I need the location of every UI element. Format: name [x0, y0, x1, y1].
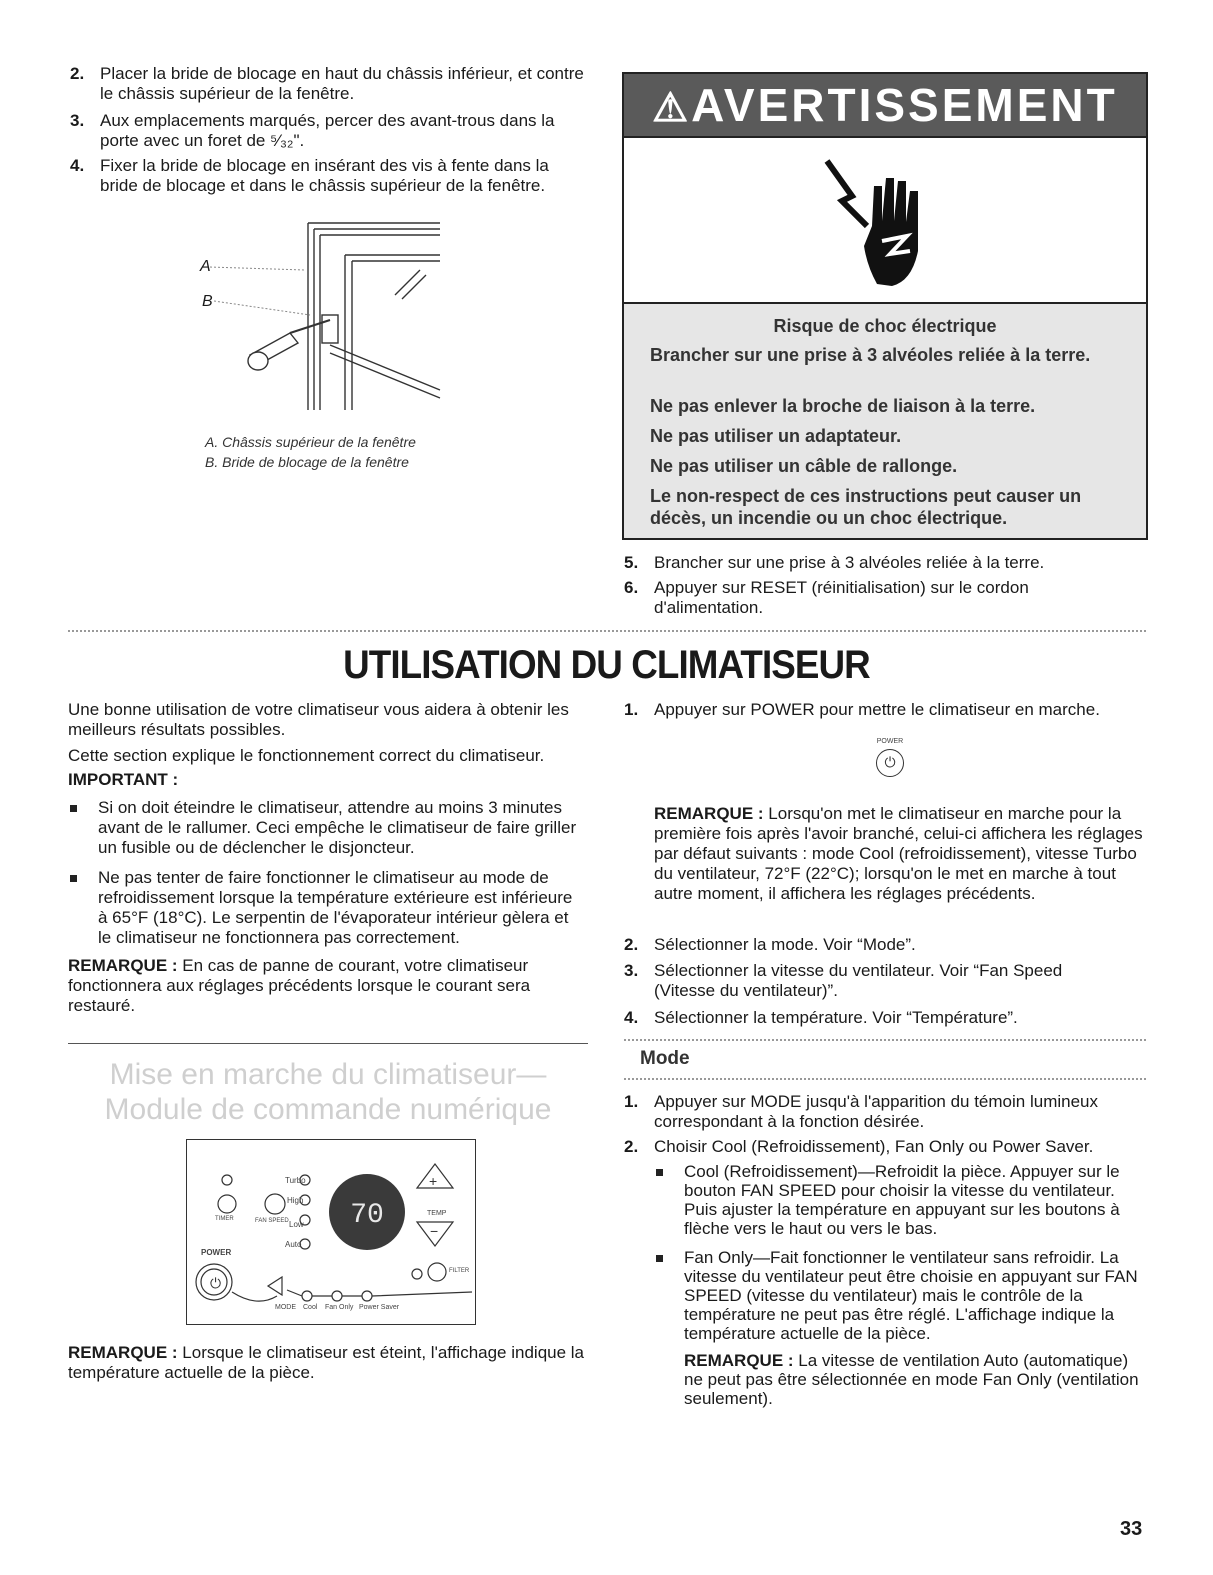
power-button-icon: ⏻	[876, 749, 904, 777]
warning-body	[624, 304, 1146, 538]
electric-shock-icon	[812, 156, 952, 296]
plus-icon: +	[429, 1173, 438, 1189]
important-bullet-2: Ne pas tenter de faire fonctionner le climatiseur au mode de refroidissement lorsque la température extérieure est inférieure à 65°F (18°C). Le serpentin de l'évaporateur intérieur gèlera et le climatiseur ne fonctionnera pas correctement.	[68, 868, 588, 948]
step-3: 3. Aux emplacements marqués, percer des avant-trous dans la porte avec un foret de ⁵⁄₃₂".	[70, 111, 555, 150]
fan-only-label: Fan Only	[325, 1304, 354, 1311]
power-button-label: POWER	[876, 738, 904, 745]
use-step-1: 1. Appuyer sur POWER pour mettre le climatiseur en marche.	[624, 700, 1100, 719]
important-heading: IMPORTANT :	[68, 770, 179, 789]
intro-paragraph-2: Cette section explique le fonctionnement correct du climatiseur.	[68, 746, 545, 765]
cool-label: Cool	[303, 1304, 318, 1311]
use-step-4: 4. Sélectionner la température. Voir “Température”.	[624, 1008, 1018, 1027]
bullet-icon	[656, 1255, 663, 1262]
step-6: 6. Appuyer sur RESET (réinitialisation) sur le cordon d'alimentation.	[624, 578, 1029, 617]
warning-line-2: Ne pas enlever la broche de liaison à la terre.	[650, 396, 1036, 416]
bullet-icon	[70, 875, 77, 882]
section-title: UTILISATION DU CLIMATISEUR	[343, 643, 870, 687]
temp-label: TEMP	[427, 1210, 447, 1217]
minus-icon: −	[430, 1223, 439, 1239]
use-step-2: 2. Sélectionner la mode. Voir “Mode”.	[624, 935, 916, 954]
fan-speed-label: FAN SPEED	[255, 1218, 289, 1224]
warning-line-3: Ne pas utiliser un adaptateur.	[650, 426, 902, 446]
auto-label: Auto	[285, 1240, 302, 1249]
warning-box	[622, 72, 1148, 540]
mode-step-1: 1. Appuyer sur MODE jusqu'à l'apparition du témoin lumineux correspondant à la fonction désirée.	[624, 1092, 1098, 1131]
turbo-label: Turbo	[285, 1176, 306, 1185]
important-bullet-1: Si on doit éteindre le climatiseur, attendre au moins 3 minutes avant de le rallumer. Ceci empêche le climatiseur de faire griller un fusible ou de déclencher le disjoncteur.	[68, 798, 588, 858]
mode-divider-top	[624, 1039, 1146, 1041]
mode-step-2: 2. Choisir Cool (Refroidissement), Fan Only ou Power Saver.	[624, 1137, 1094, 1156]
section-divider	[68, 630, 1146, 632]
window-illustration	[190, 215, 470, 415]
intro-paragraph-1: Une bonne utilisation de votre climatiseur vous aidera à obtenir les meilleurs résultats possibles.	[68, 700, 569, 739]
panel-display: 70	[350, 1200, 384, 1231]
panel-title-2: Module de commande numérique	[104, 1093, 552, 1126]
mode-bullet-fan-only: Fan Only—Fait fonctionner le ventilateur sans refroidir. La vitesse du ventilateur peut être choisie en appuyant sur FAN SPEED (vitesse du ventilateur) mais le contrôle de la température ne peut pas être réglé. L'affichage indique la température actuelle de la pièce.	[654, 1248, 1146, 1343]
panel-divider	[68, 1043, 588, 1044]
mode-bullets	[654, 1162, 1146, 1408]
warning-line-5: Le non-respect de ces instructions peut causer un décès, un incendie ou un choc électrique.	[650, 486, 1082, 528]
window-figure	[190, 215, 470, 415]
step-5: 5. Brancher sur une prise à 3 alvéoles reliée à la terre.	[624, 553, 1045, 572]
low-label: Low	[289, 1220, 304, 1229]
mode-label: MODE	[275, 1304, 296, 1311]
power-failure-remark: REMARQUE : En cas de panne de courant, votre climatiseur fonctionnera aux réglages précédents lorsque le courant sera restauré.	[68, 956, 531, 1015]
label-b: B	[202, 293, 213, 310]
mode-heading: Mode	[640, 1048, 690, 1069]
left-column	[68, 700, 588, 1016]
power-symbol-icon: ⏻	[210, 1276, 222, 1292]
warning-line-4: Ne pas utiliser un câble de rallonge.	[650, 456, 958, 476]
bullet-icon	[70, 805, 77, 812]
high-label: High	[287, 1196, 304, 1205]
display-remark: REMARQUE : Lorsque le climatiseur est éteint, l'affichage indique la température actuelle de la pièce.	[68, 1343, 585, 1382]
warning-header: ⚠AVERTISSEMENT	[624, 74, 1146, 138]
use-step-3: 3. Sélectionner la vitesse du ventilateur. Voir “Fan Speed (Vitesse du ventilateur)”.	[624, 961, 1063, 1000]
power-label: POWER	[201, 1248, 232, 1257]
figure-caption	[205, 432, 416, 472]
shock-symbol-area	[624, 138, 1146, 304]
warning-line-1: Brancher sur une prise à 3 alvéoles reliée à la terre.	[650, 345, 1091, 365]
step-2: 2. Placer la bride de blocage en haut du châssis inférieur, et contre le châssis supérieur de la fenêtre.	[70, 64, 584, 103]
timer-label: TIMER	[215, 1216, 234, 1222]
panel-title-1: Mise en marche du climatiseur—	[109, 1058, 547, 1091]
power-saver-label: Power Saver	[359, 1304, 400, 1311]
step-4: 4. Fixer la bride de blocage en insérant des vis à fente dans la bride de blocage et dans le châssis supérieur de la fenêtre.	[70, 156, 549, 195]
auto-fan-remark: REMARQUE : La vitesse de ventilation Auto (automatique) ne peut pas être sélectionnée en mode Fan Only (ventilation seulement).	[684, 1351, 1139, 1408]
control-panel	[186, 1139, 476, 1325]
bullet-icon	[656, 1169, 663, 1176]
caption-b: B. Bride de blocage de la fenêtre	[205, 454, 409, 470]
mode-bullet-cool: Cool (Refroidissement)—Refroidit la pièce. Appuyer sur le bouton FAN SPEED pour choisir la vitesse du ventilateur. Puis ajuster la température en appuyant sur les boutons à flèche vers le haut ou vers le bas.	[654, 1162, 1146, 1238]
caption-a: A. Châssis supérieur de la fenêtre	[205, 434, 416, 450]
mode-divider-bottom	[624, 1078, 1146, 1080]
filter-label: FILTER	[449, 1268, 470, 1274]
first-power-remark: REMARQUE : Lorsqu'on met le climatiseur en marche pour la première fois après l'avoir branché, celui-ci affichera les réglages par défaut suivants : mode Cool (refroidissement), vitesse Turbo du ventilateur, 72°F (22°C); lorsqu'on le met en marche à tout autre moment, il affichera les réglages précédents.	[654, 804, 1143, 903]
label-a: A	[200, 258, 211, 275]
hazard-title: Risque de choc électrique	[773, 316, 997, 336]
warning-triangle-icon: ⚠	[652, 86, 692, 130]
power-button-graphic	[870, 738, 910, 784]
control-panel-graphics	[187, 1140, 475, 1324]
page-number: 33	[1120, 1518, 1143, 1540]
